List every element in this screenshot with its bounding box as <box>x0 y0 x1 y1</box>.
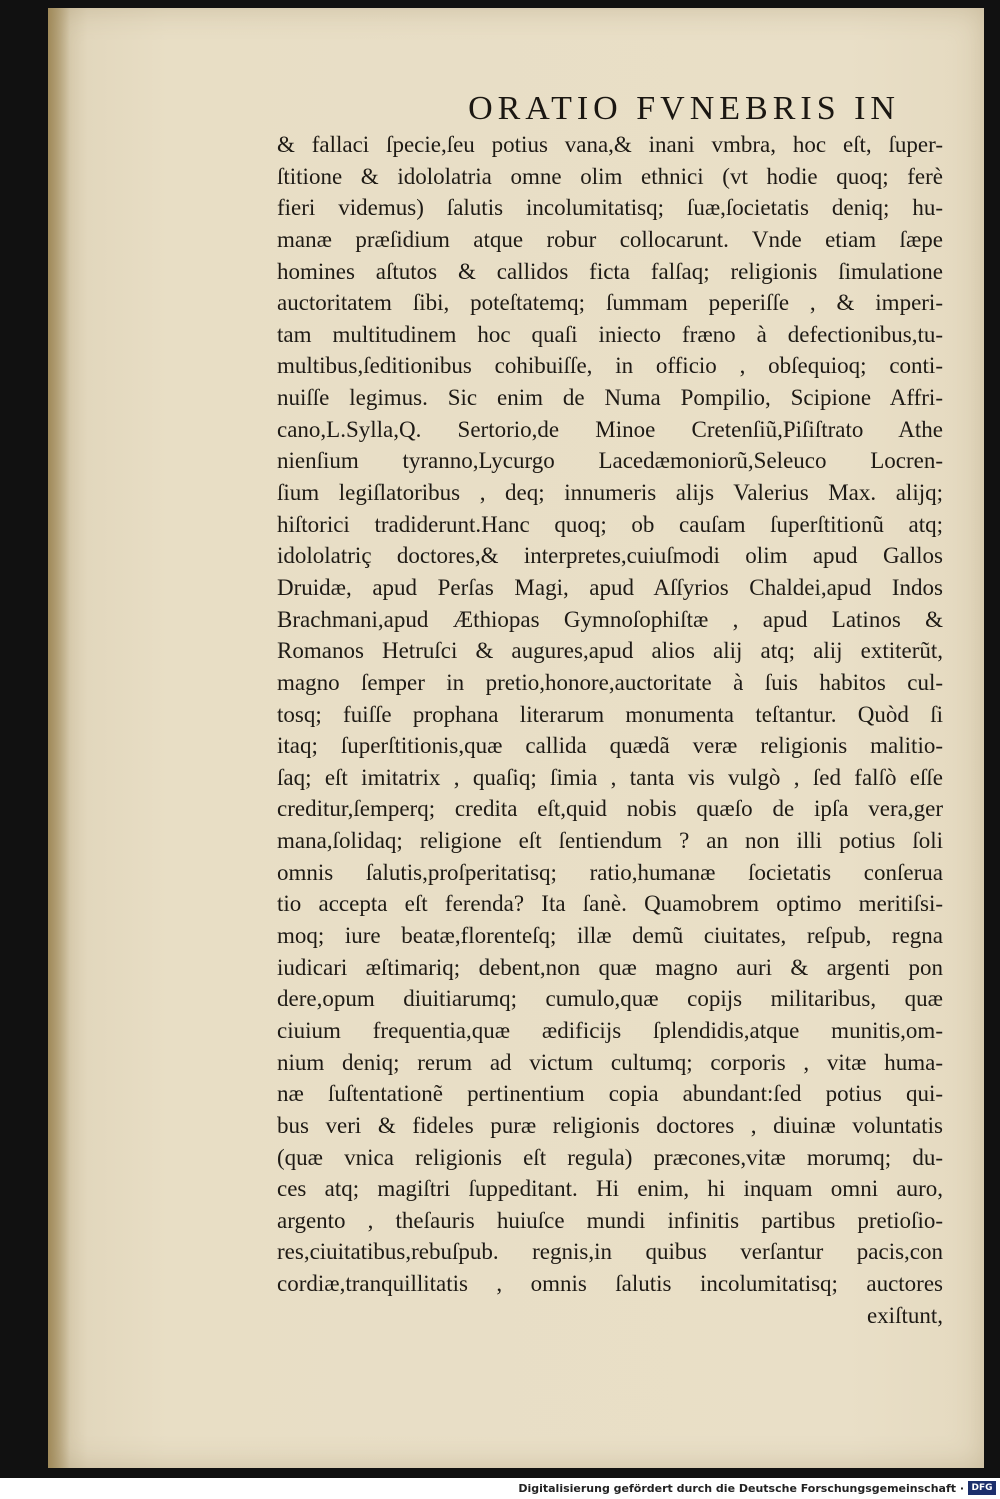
text-line: cordiæ,tranquillitatis , omnis ſalutis incolumitatisq; auctores <box>277 1271 943 1297</box>
text-line: Druidæ, apud Perſas Magi, apud Aſſyrios Chaldei,apud Indos <box>277 574 943 600</box>
text-line: (quæ vnica religionis eſt regula) præcones,vitæ morumq; du- <box>277 1144 943 1170</box>
text-line: næ ſuſtentationẽ pertinentium copia abundant:ſed potius qui- <box>277 1081 943 1107</box>
text-line: ſium legiſlatoribus , deq; innumeris alijs Valerius Max. alijq; <box>277 480 943 506</box>
text-line: res,ciuitatibus,rebuſpub. regnis,in quibus verſantur pacis,con <box>277 1239 943 1265</box>
text-line: Romanos Hetruſci & augures,apud alios alij atq; alij extiterũt, <box>277 638 943 664</box>
text-line: ſaq; eſt imitatrix , quaſiq; ſimia , tanta vis vulgò , ſed falſò eſſe <box>277 764 943 790</box>
page-binding-edge <box>48 8 70 1468</box>
text-line: nium deniq; rerum ad victum cultumq; corporis , vitæ huma- <box>277 1049 943 1075</box>
text-line: Brachmani,apud Æthiopas Gymnoſophiſtæ , apud Latinos & <box>277 606 943 632</box>
body-text <box>277 129 943 1331</box>
text-line: fieri videmus) ſalutis incolumitatisq; ſuæ,ſocietatis deniq; hu- <box>277 195 943 221</box>
catchword-line: exiſtunt, <box>866 1302 943 1328</box>
text-line: cano,L.Sylla,Q. Sertorio,de Minoe Cretenſiũ,Piſiſtrato Athe <box>277 416 943 442</box>
text-line: manæ præſidium atque robur collocarunt. Vnde etiam ſæpe <box>277 226 943 252</box>
running-head: ORATIO FVNEBRIS IN <box>468 90 900 127</box>
text-line: ciuium frequentia,quæ ædificijs ſplendidis,atque munitis,om- <box>277 1017 943 1043</box>
text-line: & fallaci ſpecie,ſeu potius vana,& inani vmbra, hoc eſt, ſuper- <box>277 132 943 157</box>
text-line: argento , theſauris huiuſce mundi infinitis partibus pretioſio- <box>277 1207 943 1233</box>
text-line: ces atq; magiſtri ſuppeditant. Hi enim, hi inquam omni auro, <box>277 1176 943 1202</box>
funding-credit: Digitalisierung gefördert durch die Deutsche Forschungsgemeinschaft · <box>518 1482 964 1495</box>
text-line: idololatriç doctores,& interpretes,cuiuſmodi olim apud Gallos <box>277 543 943 569</box>
text-line: multibus,ſeditionibus cohibuiſſe, in officio , obſequioq; conti- <box>277 353 943 379</box>
text-line: auctoritatem ſibi, poteſtatemq; ſummam peperiſſe , & imperi- <box>277 290 943 316</box>
text-line: tosq; fuiſſe prophana literarum monumenta teſtantur. Quòd ſi <box>277 701 943 727</box>
text-line: omnis ſalutis,proſperitatisq; ratio,humanæ ſocietatis conſerua <box>277 859 943 885</box>
text-line: itaq; ſuperſtitionis,quæ callida quædã veræ religionis malitio- <box>277 733 943 759</box>
text-line: hiſtorici tradiderunt.Hanc quoq; ob cauſam ſuperſtitionũ atq; <box>277 511 943 537</box>
text-line: moq; iure beatæ,florenteſq; illæ demũ ciuitates, reſpub, regna <box>277 923 943 949</box>
text-line: magno ſemper in pretio,honore,auctoritate à ſuis habitos cul- <box>277 669 943 695</box>
text-line: mana,ſolidaq; religione eſt ſentiendum ? an non illi potius ſoli <box>277 828 943 854</box>
text-line: tio accepta eſt ferenda? Ita ſanè. Quamobrem optimo meritiſsi- <box>277 891 943 917</box>
text-line: ſtitione & idololatria omne olim ethnici (vt hodie quoq; ferè <box>277 163 943 189</box>
text-line: homines aſtutos & callidos ficta falſaq; religionis ſimulatione <box>277 258 943 284</box>
text-line: iudicari æſtimariq; debent,non quæ magno auri & argenti pon <box>277 954 943 980</box>
text-line: creditur,ſemperq; credita eſt,quid nobis quæſo de ipſa vera,ger <box>277 796 943 822</box>
text-line: tam multitudinem hoc quaſi iniecto fræno à defectionibus,tu- <box>277 321 943 347</box>
text-line: bus veri & fideles puræ religionis doctores , diuinæ voluntatis <box>277 1112 943 1138</box>
text-line: nienſium tyranno,Lycurgo Lacedæmoniorũ,Seleuco Locren- <box>277 448 943 474</box>
dfg-logo: DFG <box>968 1481 996 1495</box>
text-line: nuiſſe legimus. Sic enim de Numa Pompilio, Scipione Affri- <box>277 385 943 411</box>
text-line: dere,opum diuitiarumq; cumulo,quæ copijs militaribus, quæ <box>277 986 943 1012</box>
